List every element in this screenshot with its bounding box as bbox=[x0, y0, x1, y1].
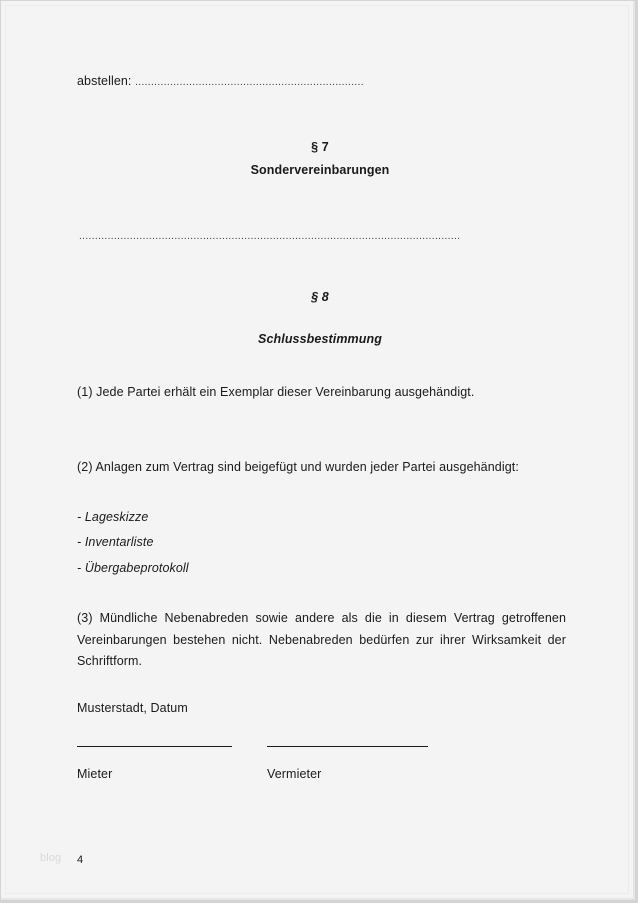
paragraph-1: (1) Jede Partei erhält ein Exemplar dieser Vereinbarung ausgehändigt. bbox=[77, 385, 475, 399]
paragraph-2: (2) Anlagen zum Vertrag sind beigefügt und wurden jeder Partei ausgehändigt: bbox=[77, 460, 519, 474]
page-number: 4 bbox=[77, 854, 84, 866]
page-frame bbox=[5, 5, 629, 894]
section-8-number: § 8 bbox=[311, 290, 329, 304]
section-7-number: § 7 bbox=[311, 140, 329, 154]
section-8-title: Schlussbestimmung bbox=[258, 332, 382, 346]
attachment-item: - Lageskizze bbox=[77, 510, 149, 524]
watermark: blog bbox=[40, 852, 62, 864]
signature-label-landlord: Vermieter bbox=[267, 767, 322, 781]
attachment-item: - Inventarliste bbox=[77, 535, 154, 549]
place-date: Musterstadt, Datum bbox=[77, 701, 188, 715]
attachment-item: - Übergabeprotokoll bbox=[77, 561, 189, 575]
intro-label: abstellen: bbox=[77, 74, 132, 88]
intro-line bbox=[77, 74, 364, 88]
signature-line-tenant bbox=[77, 746, 232, 747]
paragraph-3: (3) Mündliche Nebenabreden sowie andere als die in diesem Vertrag getroffenen Vereinbarungen bestehen nicht. Nebenabreden bedürfen zur ihrer Wirksamkeit der Schriftform. bbox=[77, 611, 566, 668]
signature-line-landlord bbox=[267, 746, 428, 747]
intro-fill-dots: ........................................................................ bbox=[135, 77, 364, 88]
section-7-blank-line: ........................................................................................................................ bbox=[79, 231, 461, 242]
document-page bbox=[1, 1, 635, 900]
section-7-title: Sondervereinbarungen bbox=[250, 163, 390, 177]
signature-label-tenant: Mieter bbox=[77, 767, 113, 781]
